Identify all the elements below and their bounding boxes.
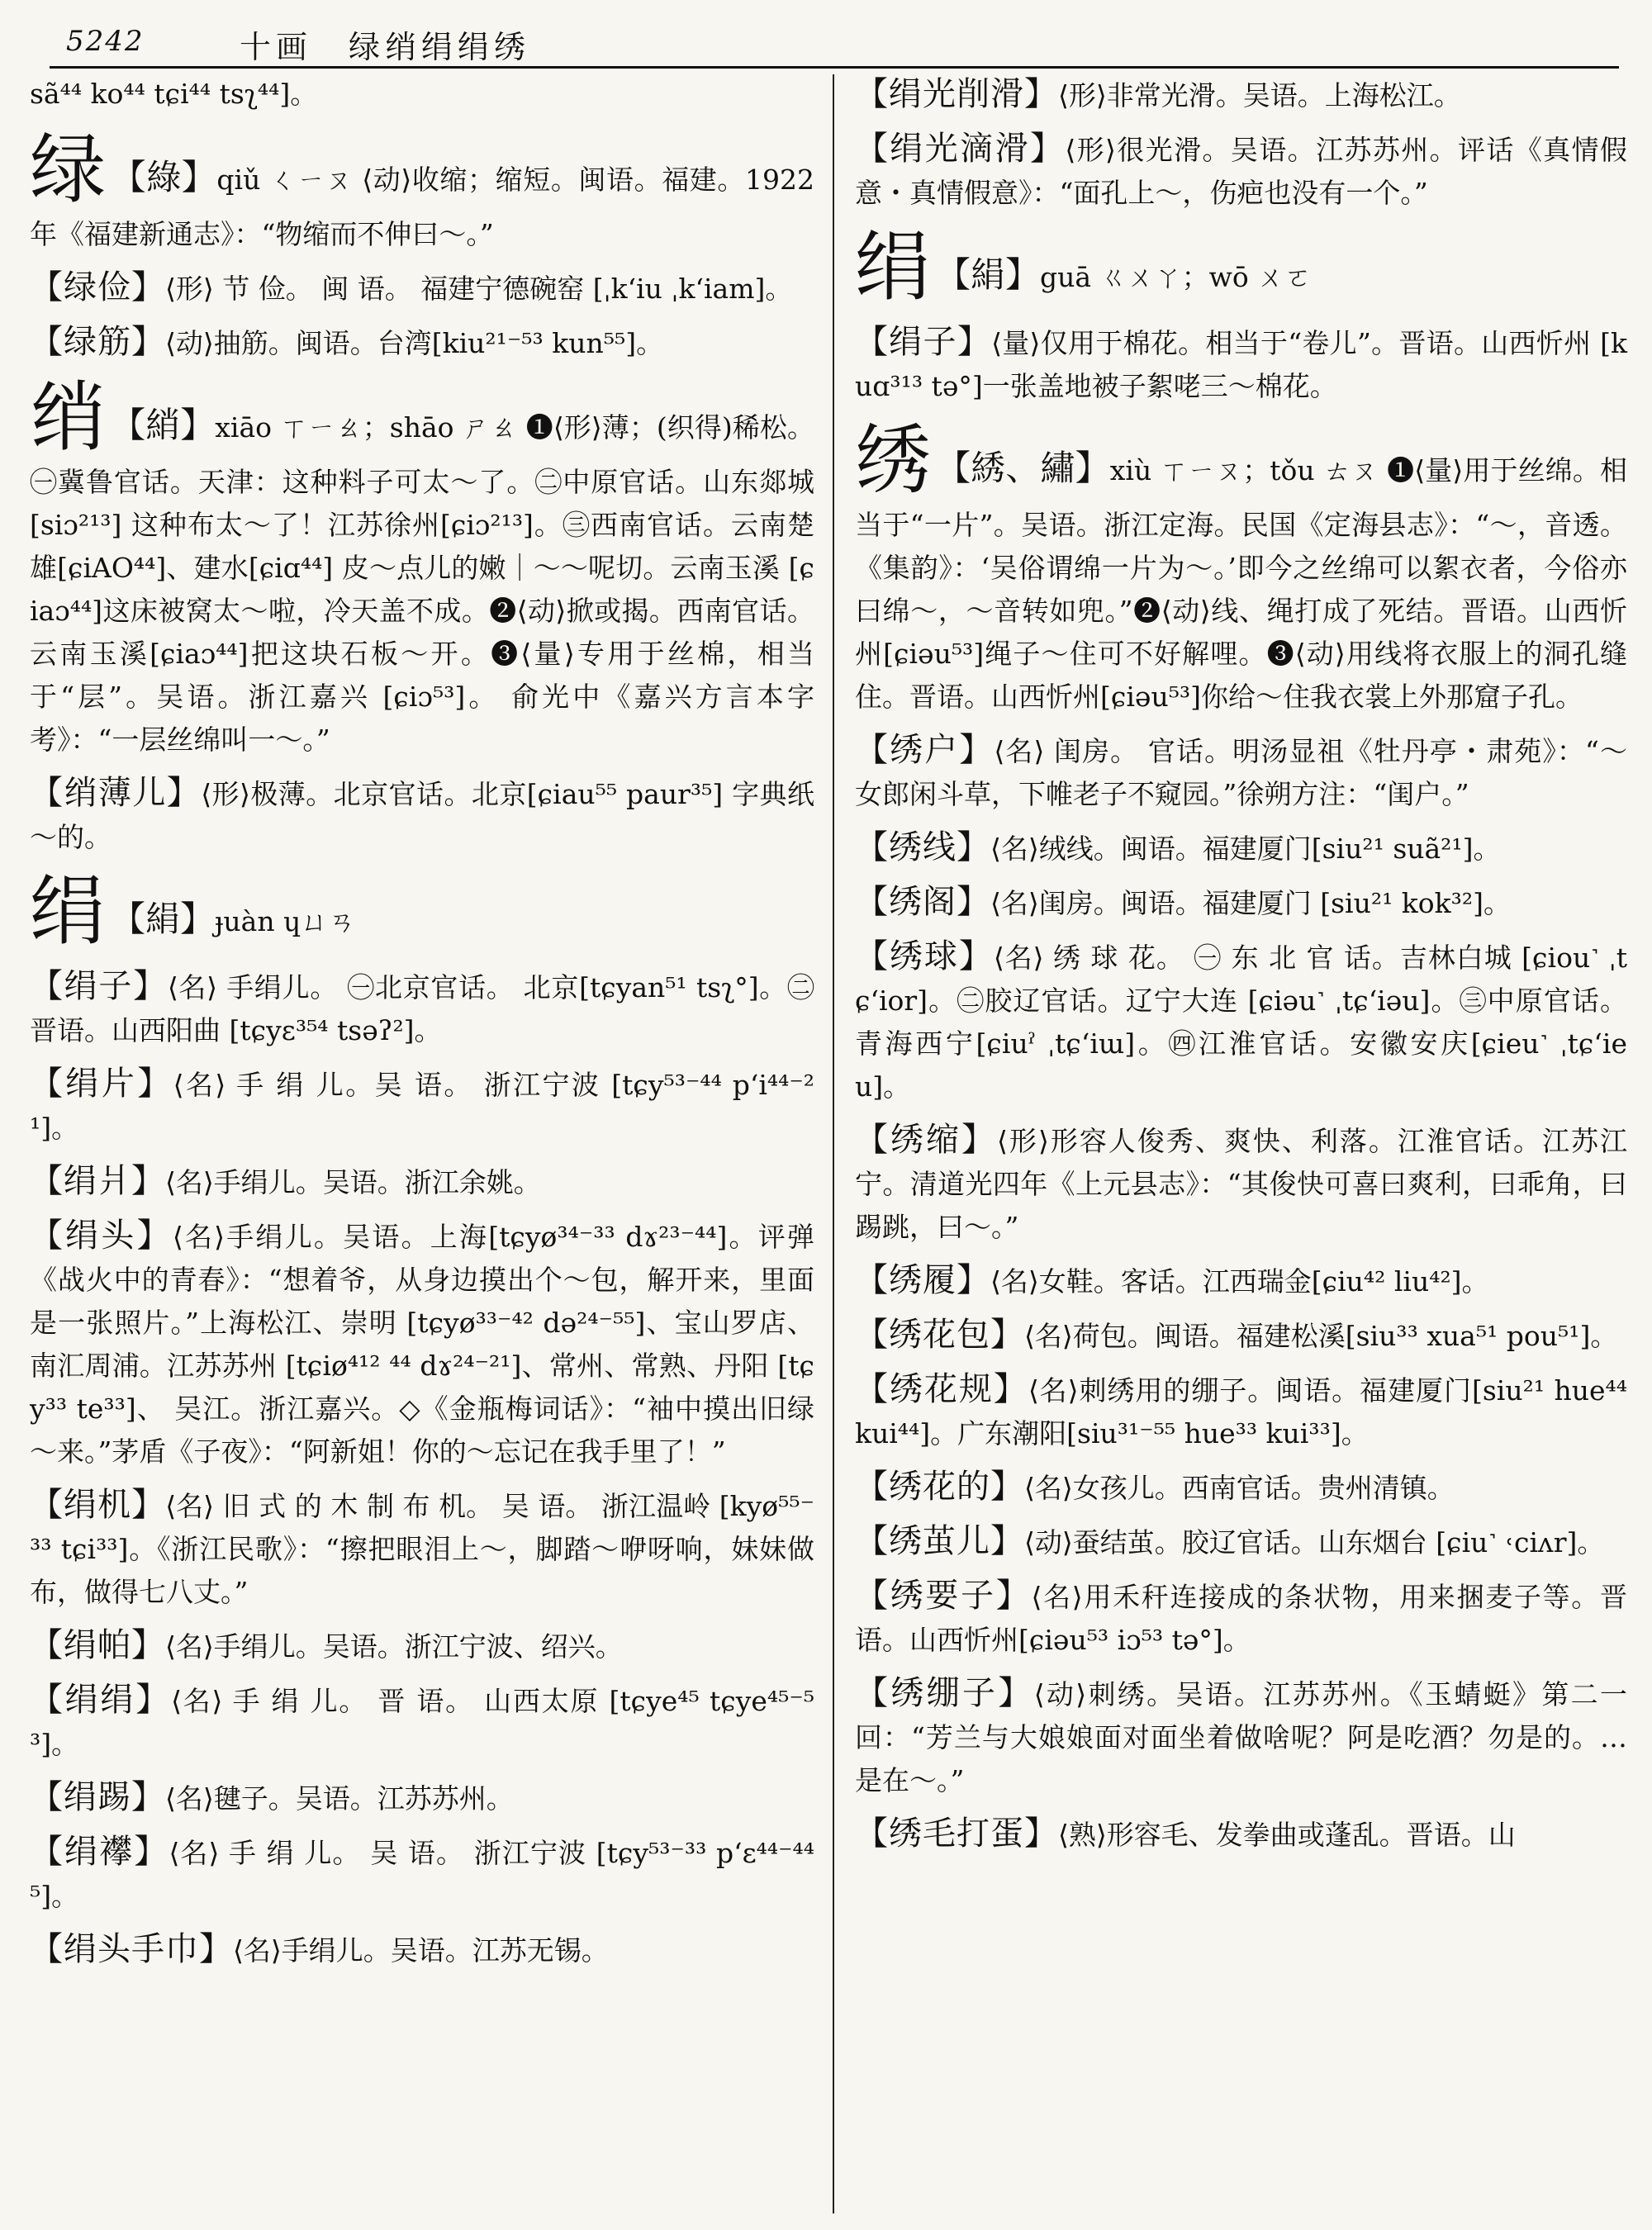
- definition-text: ɟuàn ɥㄩㄢ: [215, 905, 356, 937]
- dictionary-entry: [855, 1465, 1627, 1510]
- definition-text: ⟨动⟩刺绣。吴语。江苏苏州。《玉蜻蜓》第二一回：“芳兰与大娘娘面对面坐着做啥呢？阿是吃酒？勿是的。…是在～。”: [855, 1678, 1628, 1796]
- entry-text: sã⁴⁴ ko⁴⁴ tɕi⁴⁴ tsʅ⁴⁴]。: [30, 78, 318, 110]
- definition-text: qiǔ ㄑㄧㄡ ⟨动⟩收缩；缩短。闽语。福建。1922年《福建新通志》：“物缩而不伸曰～。”: [30, 164, 814, 250]
- headword-entry: [30, 375, 814, 762]
- traditional-form: 【絹】: [111, 899, 216, 939]
- definition-text: ⟨形⟩极薄。北京官话。北京[ɕiau⁵⁵ paur³⁵] 字典纸～的。: [30, 778, 815, 853]
- headword-character: 绿: [30, 126, 107, 214]
- traditional-form: 【綃】: [111, 405, 216, 445]
- definition-text: ⟨名⟩刺绣用的绷子。闽语。福建厦门[siu²¹ hue⁴⁴ kui⁴⁴]。广东潮阳[siu³¹⁻⁵⁵ hue³³ kui³³]。: [855, 1374, 1628, 1450]
- headword-entry: [30, 127, 814, 256]
- dictionary-entry: [855, 1118, 1627, 1249]
- definition-text: ⟨名⟩荷包。闽语。福建松溪[siu³³ xua⁵¹ pou⁵¹]。: [1024, 1320, 1618, 1352]
- headword-entry: [30, 869, 814, 955]
- dictionary-entry: [855, 1368, 1627, 1455]
- page-header: [50, 18, 1619, 68]
- definition-text: ⟨动⟩蚕结茧。胶辽官话。山东烟台 [ɕiu˺ ˓ciʌr]。: [1024, 1526, 1605, 1559]
- entry-word: 【绢头】: [30, 1217, 173, 1255]
- dictionary-entry: [30, 1624, 814, 1668]
- dictionary-entry: [30, 1830, 814, 1918]
- entry-word: 【绢踢】: [30, 1778, 165, 1816]
- definition-text: xiāo ㄒㄧㄠ；shāo ㄕㄠ ❶⟨形⟩薄；(织得)稀松。㊀冀鲁官话。天津：这种料子可太～了。㊁中原官话。山东郯城 [siɔ²¹³] 这种布太～了！江苏徐州[ɕiɔ²¹³]。㊂西南官话。云南楚雄[ɕiAO⁴⁴]、建水[ɕiɑ⁴⁴] 皮～点儿的嫩｜～～呢切。云南玉溪 [ɕiaɔ⁴⁴]这床被窝太～啦，冷天盖不成。❷⟨动⟩掀或揭。西南官话。云南玉溪[ɕiaɔ⁴⁴]把这块石板～开。❸⟨量⟩专用于丝棉，相当于“层”。吴语。浙江嘉兴 [ɕiɔ⁵³]。 俞光中《嘉兴方言本字考》：“一层丝绵叫一～。”: [30, 411, 814, 756]
- entry-word: 【绿筋】: [30, 323, 165, 361]
- dictionary-entry: [30, 266, 814, 311]
- right-column: [855, 73, 1627, 1867]
- entry-word: 【绢帕】: [30, 1626, 165, 1664]
- headword-entry: [855, 225, 1627, 311]
- definition-text: ⟨名⟩手绢儿。吴语。上海[tɕyø³⁴⁻³³ dɤ²³⁻⁴⁴]。评弹《战火中的青春》：“想着爷，从身边摸出个～包，解开来，里面是一张照片。”上海松江、崇明 [tɕyø³³⁻⁴² də²⁴⁻⁵⁵]、宝山罗店、南汇周浦。江苏苏州 [tɕiø⁴¹² ⁴⁴ dɤ²⁴⁻²¹]、常州、常熟、丹阳 [tɕy³³ te³³]、 吴江。浙江嘉兴。◇《金瓶梅词话》：“袖中摸出旧绿～来。”茅盾《子夜》：“阿新姐！你的～忘记在我手里了！”: [30, 1221, 814, 1468]
- dictionary-entry: [30, 1160, 814, 1204]
- dictionary-entry: [855, 127, 1627, 215]
- header-rule: [50, 66, 1619, 69]
- entry-word: 【绢光滴滑】: [855, 130, 1066, 168]
- definition-text: ⟨名⟩手绢儿。吴语。江苏无锡。: [233, 1934, 609, 1967]
- entry-word: 【绡薄儿】: [30, 774, 202, 812]
- definition-text: ⟨形⟩ 节 俭。 闽 语。 福建宁德碗窑 [ˌk‘iu ˌk‘iam]。: [165, 273, 793, 305]
- definition-text: ⟨名⟩ 手 绢 儿。 吴 语。 浙江宁波 [tɕy⁵³⁻³³ p‘ɛ⁴⁴⁻⁴⁴⁵]。: [30, 1837, 815, 1912]
- definition-text: ⟨名⟩闺房。闽语。福建厦门 [siu²¹ kok³²]。: [990, 887, 1511, 919]
- headword-character: 绣: [855, 416, 932, 505]
- dictionary-entry: [30, 1214, 814, 1473]
- dictionary-entry: [855, 73, 1627, 117]
- entry-word: 【绢襻】: [30, 1833, 169, 1871]
- dictionary-entry: [30, 1678, 814, 1766]
- definition-text: ⟨名⟩ 手绢儿。 ㊀北京官话。 北京[tɕyan⁵¹ tsʅ°]。㊁晋语。山西阳曲 [tɕyɛ³⁵⁴ tsəʔ²]。: [30, 971, 815, 1046]
- entry-word: 【绣毛打蛋】: [855, 1815, 1058, 1853]
- dictionary-entry: [855, 1672, 1627, 1802]
- entry-word: 【绣缩】: [855, 1121, 998, 1159]
- dictionary-entry: [855, 935, 1627, 1108]
- page-number: 5242: [66, 25, 145, 58]
- entry-word: 【绢片】: [30, 1065, 173, 1103]
- entry-continuation: [30, 73, 814, 116]
- entry-word: 【绣线】: [855, 828, 990, 866]
- dictionary-entry: [30, 1483, 814, 1614]
- traditional-form: 【綉、繡】: [936, 448, 1110, 488]
- traditional-form: 【綠】: [111, 157, 217, 197]
- dictionary-entry: [855, 320, 1627, 408]
- section-title: 十画 绿绡绢绢绣: [240, 29, 531, 65]
- headword-character: 绡: [30, 373, 107, 462]
- entry-word: 【绣花的】: [855, 1468, 1024, 1506]
- definition-text: ⟨名⟩ 手 绢 儿。 晋 语。 山西太原 [tɕye⁴⁵ tɕye⁴⁵⁻⁵³]。: [30, 1685, 815, 1760]
- entry-word: 【绿俭】: [30, 268, 165, 306]
- definition-text: ⟨形⟩很光滑。吴语。江苏苏州。评话《真情假意・真情假意》：“面孔上～，伤疤也没有一个。”: [855, 134, 1628, 209]
- dictionary-entry: [30, 1928, 814, 1972]
- entry-word: 【绣履】: [855, 1261, 990, 1299]
- entry-word: 【绢头手巾】: [30, 1930, 233, 1968]
- entry-word: 【绣球】: [855, 937, 994, 975]
- column-divider: [833, 74, 834, 2213]
- dictionary-entry: [855, 728, 1627, 816]
- entry-word: 【绢绢】: [30, 1681, 172, 1719]
- definition-text: ⟨形⟩形容人俊秀、爽快、利落。江淮官话。江苏江宁。清道光四年《上元县志》：“其俊快可喜曰爽利，曰乖角，曰踢跳，曰～。”: [855, 1125, 1628, 1243]
- definition-text: ⟨名⟩手绢儿。吴语。浙江余姚。: [165, 1166, 541, 1198]
- definition-text: ⟨熟⟩形容毛、发拳曲或蓬乱。晋语。山: [1058, 1819, 1516, 1851]
- dictionary-entry: [30, 1776, 814, 1820]
- entry-word: 【绢子】: [30, 967, 168, 1005]
- headword-character: 绢: [855, 223, 932, 311]
- dictionary-entry: [30, 320, 814, 365]
- definition-text: ⟨名⟩ 绣 球 花。 ㊀ 东 北 官 话。吉林白城 [ɕiou˺ ˌtɕ‘ior]。㊁胶辽官话。辽宁大连 [ɕiəu˺ ˌtɕ‘iəu]。㊂中原官话。青海西宁[ɕiuˀ ˌtɕ‘iɯ]。㊃江淮官话。安徽安庆[ɕieu˺ ˌtɕ‘ieu]。: [855, 942, 1627, 1103]
- definition-text: ⟨形⟩非常光滑。吴语。上海松江。: [1058, 79, 1461, 112]
- definition-text: guā ㄍㄨㄚ；wō ㄨㄛ: [1040, 261, 1313, 293]
- dictionary-entry: [30, 771, 814, 859]
- definition-text: ⟨名⟩女鞋。客话。江西瑞金[ɕiu⁴² liu⁴²]。: [990, 1265, 1489, 1298]
- definition-text: ⟨名⟩女孩儿。西南官话。贵州清镇。: [1024, 1472, 1455, 1504]
- entry-word: 【绣绷子】: [855, 1674, 1034, 1712]
- definition-text: ⟨量⟩仅用于棉花。相当于“卷儿”。晋语。山西忻州 [kuɑ³¹³ tə°]一张盖地被子絮咾三～棉花。: [855, 327, 1627, 402]
- dictionary-entry: [855, 826, 1627, 871]
- definition-text: xiù ㄒㄧㄡ；tǒu ㄊㄡ ❶⟨量⟩用于丝绵。相当于“一片”。吴语。浙江定海。民国《定海县志》：“～，音透。《集韵》：‘吴俗谓绵一片为～。’即今之丝绵可以絮衣者，今俗亦曰绵～，～音转如兜。”❷⟨动⟩线、绳打成了死结。晋语。山西忻州[ɕiəu⁵³]绳子～住可不好解哩。❸⟨动⟩用线将衣服上的洞孔缝住。晋语。山西忻州[ɕiəu⁵³]你给～住我衣裳上外那窟子孔。: [855, 454, 1627, 713]
- dictionary-entry: [855, 1574, 1627, 1662]
- dictionary-entry: [855, 1259, 1627, 1303]
- definition-text: ⟨名⟩手绢儿。吴语。浙江宁波、绍兴。: [165, 1630, 623, 1663]
- entry-word: 【绣户】: [855, 731, 995, 769]
- entry-word: 【绢爿】: [30, 1162, 165, 1200]
- definition-text: ⟨名⟩ 闺房。 官话。明汤显祖《牡丹亭・肃苑》：“～女郎闲斗草，下帷老子不窥园。”徐朔方注：“闺户。”: [855, 735, 1627, 810]
- dictionary-entry: [30, 965, 814, 1052]
- entry-word: 【绢子】: [855, 323, 992, 361]
- dictionary-entry: [855, 880, 1627, 925]
- dictionary-entry: [855, 1313, 1627, 1358]
- definition-text: ⟨动⟩抽筋。闽语。台湾[kiu²¹⁻⁵³ kun⁵⁵]。: [165, 327, 664, 359]
- entry-word: 【绣花规】: [855, 1370, 1028, 1408]
- dictionary-entry: [855, 1812, 1627, 1857]
- entry-word: 【绢机】: [30, 1486, 166, 1524]
- headword-entry: [855, 418, 1627, 719]
- definition-text: ⟨名⟩ 旧 式 的 木 制 布 机。 吴 语。 浙江温岭 [kyø⁵⁵⁻³³ tɕi³³]。《浙江民歌》：“擦把眼泪上～，脚踏～咿呀响，妹妹做布，做得七八丈。”: [30, 1490, 814, 1608]
- definition-text: ⟨名⟩用禾秆连接成的条状物，用来捆麦子等。晋语。山西忻州[ɕiəu⁵³ iɔ⁵³ tə°]。: [855, 1581, 1628, 1656]
- headword-character: 绢: [30, 867, 107, 956]
- entry-word: 【绣阁】: [855, 883, 990, 921]
- definition-text: ⟨名⟩绒线。闽语。福建厦门[siu²¹ suã²¹]。: [990, 833, 1501, 865]
- traditional-form: 【絹】: [936, 254, 1041, 295]
- definition-text: ⟨名⟩毽子。吴语。江苏苏州。: [165, 1782, 514, 1815]
- entry-word: 【绢光削滑】: [855, 75, 1058, 113]
- entry-word: 【绣茧儿】: [855, 1522, 1024, 1560]
- entry-word: 【绣花包】: [855, 1316, 1024, 1354]
- dictionary-entry: [855, 1520, 1627, 1564]
- dictionary-entry: [30, 1062, 814, 1150]
- left-column: [30, 73, 814, 1982]
- definition-text: ⟨名⟩ 手 绢 儿。吴 语。 浙江宁波 [tɕy⁵³⁻⁴⁴ p‘i⁴⁴⁻²¹]。: [30, 1069, 815, 1144]
- entry-word: 【绣要子】: [855, 1577, 1032, 1615]
